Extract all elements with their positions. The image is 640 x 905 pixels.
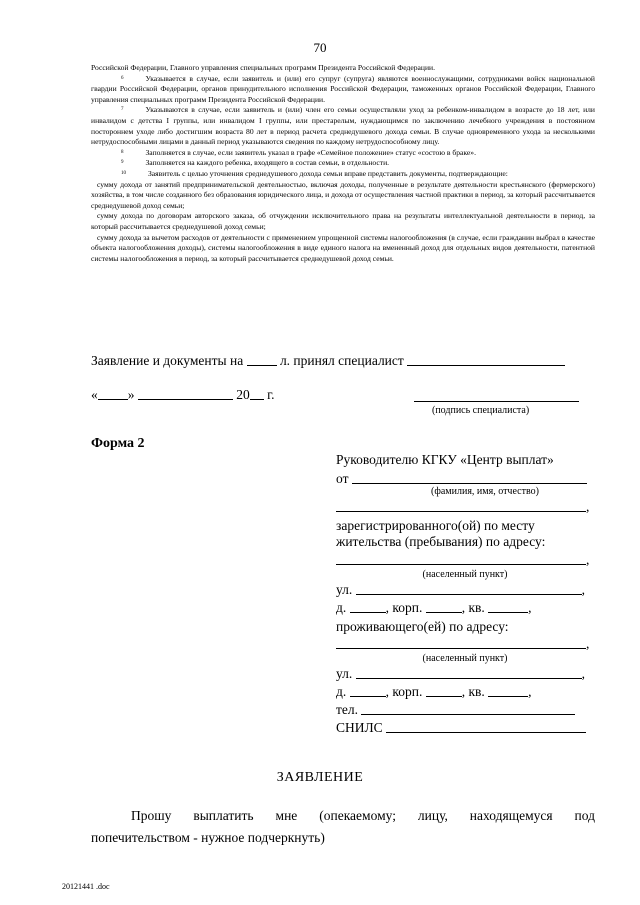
- comma: ,: [586, 636, 590, 651]
- applicant-name-row-2: [336, 499, 594, 515]
- signature-caption: (подпись специалиста): [432, 405, 530, 416]
- living-building-field[interactable]: [426, 684, 462, 697]
- footer-filename: 20121441 .doc: [62, 882, 110, 891]
- comma: ,: [461, 684, 466, 699]
- footnote-item: сумму дохода по договорам авторского заказа, об отчуждении исключительного права на результаты интеллектуальной деятельности в период, за который рассчитывается среднедушевой доход семьи;: [91, 211, 595, 231]
- footnote-8-text: Заполняется в случае, если заявитель указал в графе «Семейное положение» статус «состою в браке».: [145, 147, 476, 157]
- date-day-field[interactable]: [98, 387, 128, 400]
- pages-count-field[interactable]: [247, 353, 277, 366]
- acceptance-date-line: [91, 387, 275, 403]
- comma: ,: [385, 600, 389, 615]
- residence-label: жительства (пребывания) по адресу:: [336, 534, 546, 549]
- house-label-2: д.: [336, 684, 347, 699]
- living-house-field[interactable]: [350, 684, 386, 697]
- acceptance-text-1: Заявление и документы на: [91, 353, 244, 368]
- footnote-7-number: 7: [121, 107, 124, 113]
- comma: ,: [461, 600, 466, 615]
- applicant-name-field-2[interactable]: [336, 499, 586, 512]
- building-label: корп.: [392, 600, 423, 615]
- street-label-2: ул.: [336, 666, 353, 681]
- registration-street-field[interactable]: [356, 582, 582, 595]
- form-title: Форма 2: [91, 436, 145, 451]
- footnote-item: сумму дохода за вычетом расходов от деятельности с применением упрощенной системы налогообложения (в случае, если гражданин выбрал в качестве объекта налогообложения доходы), системы налогообложения в виде единого налога на вмененный доход для отдельных видов деятельности, патентной системы налогообложения в период, за который рассчитывается среднедушевой доход семьи.: [91, 232, 595, 263]
- fio-caption: (фамилия, имя, отчество): [431, 486, 539, 497]
- living-street-row: [336, 666, 594, 682]
- footnote-8-number: 8: [121, 149, 124, 155]
- settlement-caption-2: (населенный пункт): [422, 653, 508, 664]
- living-label: проживающего(ей) по адресу:: [336, 619, 509, 634]
- building-label-2: корп.: [392, 684, 423, 699]
- comma: ,: [586, 499, 590, 514]
- applicant-name-field[interactable]: [352, 471, 587, 484]
- date-year-suffix: г.: [267, 387, 275, 402]
- date-year-prefix: 20: [236, 387, 250, 402]
- living-house-row: [336, 684, 594, 700]
- snils-label: СНИЛС: [336, 720, 383, 735]
- comma: ,: [528, 600, 532, 615]
- living-street-field[interactable]: [356, 666, 582, 679]
- registered-label: зарегистрированного(ой) по месту: [336, 518, 535, 533]
- snils-row: [336, 720, 594, 736]
- registration-house-row: [336, 600, 594, 616]
- comma: ,: [581, 666, 586, 681]
- specialist-name-field[interactable]: [407, 353, 565, 366]
- acceptance-text-2: л. принял специалист: [279, 353, 404, 368]
- living-flat-field[interactable]: [488, 684, 528, 697]
- comma: ,: [385, 684, 389, 699]
- footnote-6-number: 6: [121, 75, 124, 81]
- flat-label: кв.: [468, 600, 485, 615]
- page-number: 70: [313, 40, 327, 55]
- footnote-7: [91, 105, 595, 147]
- settlement-caption: (населенный пункт): [422, 569, 508, 580]
- footnote-item: сумму дохода от занятий предпринимательской деятельностью, включая доходы, полученные в результате деятельности крестьянского (фермерского) хозяйства, в том числе созданного без образования юридического лица, и дохода от осуществления частной практики в период, за который рассчитывается среднедушевой доход семьи;: [91, 179, 595, 210]
- date-close-quote: »: [127, 387, 135, 402]
- date-open-quote: «: [91, 387, 98, 402]
- registration-settlement-field[interactable]: [336, 552, 586, 565]
- living-settlement-field[interactable]: [336, 636, 586, 649]
- footnote-6-text: Указывается в случае, если заявитель и (или) его супруг (супруга) являются военнослужащими, сотрудниками войск национальной гвардии Российской Федерации, органов принудительного исполнения Российской Федерации, таможенных органов Российской Федерации, Главного управления специальных программ Президента Российской Федерации.: [91, 73, 595, 104]
- phone-row: [336, 702, 594, 718]
- addressee-from-label: от: [336, 471, 349, 486]
- footnote-10-text: Заявитель с целью уточнения среднедушевого дохода семьи вправе представить документы, подтверждающие:: [148, 168, 508, 178]
- statement-line-2: попечительством - нужное подчеркнуть): [91, 830, 325, 845]
- signature-field[interactable]: [414, 401, 579, 402]
- registration-building-field[interactable]: [426, 600, 462, 613]
- footnote-continuation: Российской Федерации, Главного управления специальных программ Президента Российской Федерации.: [91, 63, 436, 72]
- date-year-field[interactable]: [250, 387, 264, 400]
- footnote-7-text: Указываются в случае, если заявитель и (или) член его семьи осуществляли уход за ребенком-инвалидом в возрасте до 18 лет, или инвалидом с детства I группы, или инвалидом I группы, или престарелым, нуждающимся по заключению лечебного учреждения в постоянном постороннем уходе либо достигшим возраста 80 лет в период расчета среднедушевого дохода семьи. В случае одновременного ухода за несколькими нетрудоспособными лицами в данный период указываются сведения по каждому нетрудоспособному лицу.: [91, 105, 595, 147]
- addressee-to: Руководителю КГКУ «Центр выплат»: [336, 452, 554, 467]
- footnote-10: [91, 169, 595, 180]
- footnote-6: [91, 74, 595, 106]
- snils-field[interactable]: [386, 720, 586, 733]
- statement-text: [91, 805, 595, 849]
- statement-title: ЗАЯВЛЕНИЕ: [276, 770, 364, 785]
- registration-street-row: [336, 582, 594, 598]
- registration-house-field[interactable]: [350, 600, 386, 613]
- registration-settlement-row: [336, 552, 594, 568]
- footnote-9-text: Заполняется на каждого ребенка, входящего в состав семьи, в отдельности.: [145, 158, 390, 168]
- flat-label-2: кв.: [468, 684, 485, 699]
- phone-label: тел.: [336, 702, 359, 717]
- footnote-10-number: 10: [121, 170, 126, 176]
- acceptance-line: [91, 353, 565, 369]
- addressee-from-row: [336, 471, 594, 487]
- street-label: ул.: [336, 582, 353, 597]
- registration-flat-field[interactable]: [488, 600, 528, 613]
- comma: ,: [586, 552, 590, 567]
- footnote-9: [91, 158, 595, 169]
- footnote-9-number: 9: [121, 160, 124, 166]
- living-settlement-row: [336, 636, 594, 652]
- comma: ,: [528, 684, 532, 699]
- date-month-field[interactable]: [138, 387, 233, 400]
- phone-field[interactable]: [361, 702, 575, 715]
- footnotes: [91, 63, 595, 264]
- comma: ,: [581, 582, 586, 597]
- footnote-8: [91, 148, 595, 159]
- house-label: д.: [336, 600, 347, 615]
- statement-line-1: Прошу выплатить мне (опекаемому; лицу, находящемуся под: [131, 808, 595, 823]
